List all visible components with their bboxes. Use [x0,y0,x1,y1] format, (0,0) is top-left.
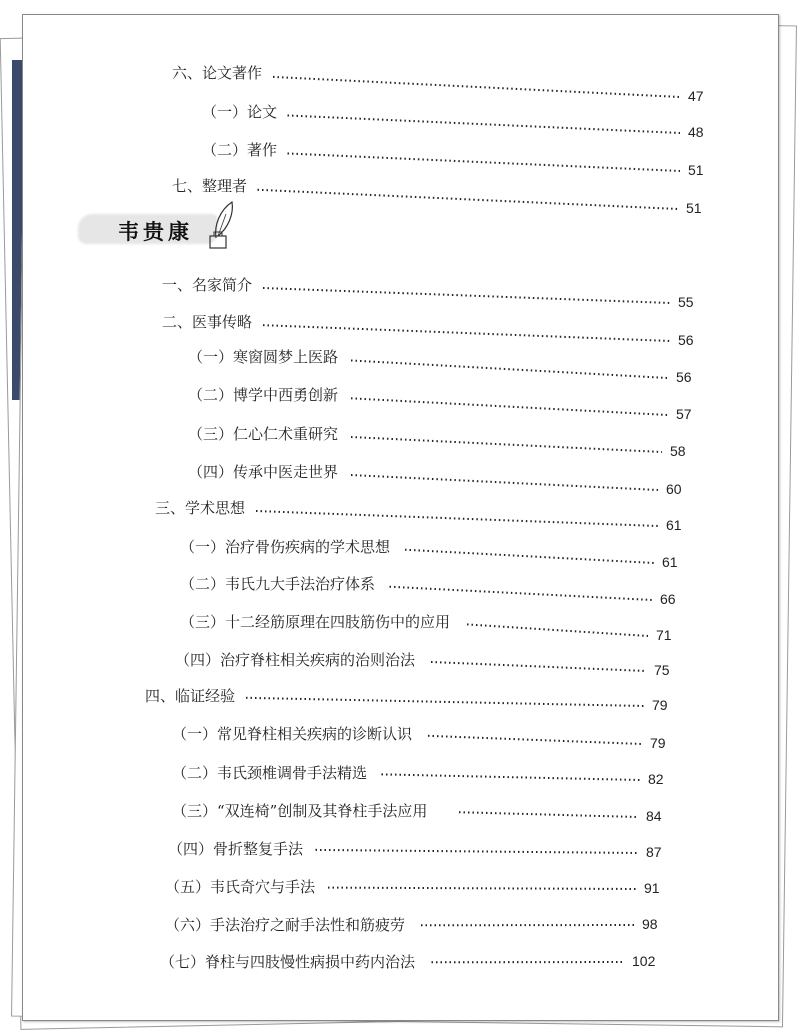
toc-entry-label[interactable]: （三）仁心仁术重研究 [188,425,339,443]
toc-entry-page-number[interactable]: 66 [660,591,676,607]
toc-entry-page-number[interactable]: 71 [656,627,672,643]
toc-entry-label[interactable]: （四）传承中医走世界 [188,463,339,481]
toc-entry-page-number[interactable]: 102 [632,953,656,969]
toc-entry-label[interactable]: 三、学术思想 [155,499,246,517]
toc-entry-label[interactable]: 七、整理者 [172,177,248,195]
toc-entry-page-number[interactable]: 56 [676,369,692,385]
quill-inkwell-icon [206,200,238,250]
toc-entry-label[interactable]: （五）韦氏奇穴与手法 [165,878,316,896]
toc-entry-page-number[interactable]: 84 [646,808,662,824]
toc-entry-page-number[interactable]: 87 [646,844,662,860]
toc-entry-page-number[interactable]: 60 [666,481,682,497]
toc-entry-page-number[interactable]: 47 [688,88,704,104]
toc-entry-page-number[interactable]: 58 [670,443,686,459]
toc-entry-page-number[interactable]: 48 [688,124,704,140]
toc-entry-label[interactable]: 六、论文著作 [172,64,263,82]
toc-entry-label[interactable]: 二、医事传略 [162,313,253,331]
toc-entry-page-number[interactable]: 57 [676,406,692,422]
toc-entry-page-number[interactable]: 51 [688,162,704,178]
toc-entry-label[interactable]: （二）韦氏九大手法治疗体系 [180,575,376,593]
toc-entry-label[interactable]: （三）“双连椅”创制及其脊柱手法应用 [172,802,428,820]
toc-entry-page-number[interactable]: 79 [650,735,666,751]
toc-entry-label[interactable]: （一）常见脊柱相关疾病的诊断认识 [172,725,413,743]
toc-entry-label[interactable]: （二）著作 [202,141,278,159]
toc-entry-page-number[interactable]: 91 [644,880,660,896]
toc-entry-label[interactable]: （一）寒窗圆梦上医路 [188,348,339,366]
toc-entry-page-number[interactable]: 55 [678,294,694,310]
toc-entry-page-number[interactable]: 75 [654,662,670,678]
toc-entry-page-number[interactable]: 61 [662,554,678,570]
toc-entry-label[interactable]: （二）博学中西勇创新 [188,386,339,404]
toc-entry-page-number[interactable]: 79 [652,697,668,713]
toc-entry-label[interactable]: （一）论文 [202,103,278,121]
toc-entry-label[interactable]: 一、名家简介 [162,276,253,294]
toc-entry-label[interactable]: 四、临证经验 [145,687,236,705]
toc-entry-page-number[interactable]: 51 [686,200,702,216]
toc-entry-label[interactable]: （四）治疗脊柱相关疾病的治则治法 [175,651,416,669]
toc-entry-label[interactable]: （七）脊柱与四肢慢性病损中药内治法 [160,953,416,971]
section-title: 韦贵康 [118,219,193,244]
section-heading [78,210,228,248]
toc-entry-page-number[interactable]: 82 [648,771,664,787]
toc-entry-label[interactable]: （六）手法治疗之耐手法性和筋疲劳 [165,916,406,934]
toc-entry-page-number[interactable]: 61 [666,517,682,533]
toc-entry-label[interactable]: （四）骨折整复手法 [168,840,304,858]
toc-entry-page-number[interactable]: 98 [642,916,658,932]
toc-entry-label[interactable]: （一）治疗骨伤疾病的学术思想 [180,538,391,556]
toc-entry-page-number[interactable]: 56 [678,332,694,348]
toc-entry-label[interactable]: （三）十二经筋原理在四肢筋伤中的应用 [180,613,451,631]
toc-entry-label[interactable]: （二）韦氏颈椎调骨手法精选 [172,764,368,782]
